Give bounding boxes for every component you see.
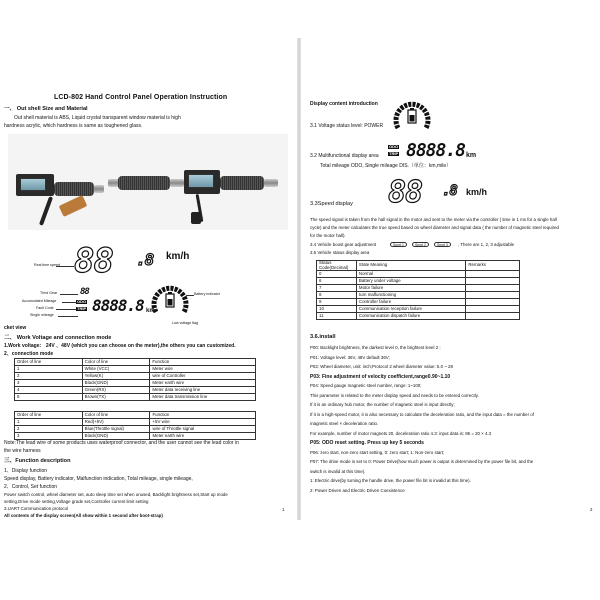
table-cell: Meter earth wire — [150, 380, 256, 387]
left-page — [0, 38, 296, 520]
grip-photo-3 — [220, 176, 264, 190]
table-cell: Meter data transmission line — [150, 394, 256, 401]
table-row — [15, 433, 256, 440]
install-line: switch is invalid at this time). — [310, 468, 366, 474]
section3-heading: 三、Function description — [4, 458, 71, 464]
table-row — [15, 394, 256, 401]
table-cell: Black(GND) — [82, 380, 150, 387]
item-3-4: 3.4 Vehicle boost gear adjustment — [310, 242, 377, 247]
table-row — [317, 313, 520, 320]
label-single-mileage: Single mileage — [30, 313, 54, 317]
section1-text2: hardness acrylic, which hardness is same as toughened glass. — [4, 123, 143, 129]
diagram-speed-decimal: .8 — [136, 250, 154, 269]
install-line: This parameter is related to the meter display speed and needs to be entered correctly. — [310, 392, 479, 398]
table-header-cell: Color of line — [82, 359, 150, 366]
table-cell: +5V wire — [150, 419, 256, 426]
section3-item-2: 2、Control, Set function — [4, 484, 58, 490]
table-cell: 11 — [317, 313, 357, 320]
table-cell: 4 — [15, 387, 83, 394]
install-line: If it is a high-speed motor, it is also necessary to calculate the deceleration ratio, and the input data = the number of — [310, 411, 534, 417]
bar-photo-2 — [170, 179, 184, 187]
lcd-window-photo-3 — [188, 174, 214, 188]
label-third-gear: Third Gear — [40, 291, 58, 295]
install-line: magnetic steel × deceleration ratio. — [310, 421, 379, 426]
install-line: P04: Speed gauge magnetic steel number, range: 1~100; — [310, 383, 422, 388]
pointer-line — [58, 316, 78, 317]
table-cell: wire of Throttle signal — [150, 426, 256, 433]
table-cell: Communication reception failure — [356, 306, 465, 313]
sport3-badge: Sport 3 — [434, 242, 451, 247]
wire-table-2 — [14, 411, 256, 440]
table-cell: 0 — [317, 271, 357, 278]
wire-table-1 — [14, 358, 256, 401]
speed-text-2: cycle) and the meter calculates the true speed based on wheel diameter and signal data ( the number of magnetic steel required — [310, 225, 559, 230]
table-row — [15, 387, 256, 394]
lcd-window-photo — [20, 178, 46, 191]
table-row — [317, 292, 520, 299]
table-cell: turn malfunctioning — [356, 292, 465, 299]
table-cell: 1 — [15, 419, 83, 426]
arc-gauge-icon — [150, 282, 190, 320]
table-cell: wire of Controller — [150, 373, 256, 380]
install-line: P00: Backlight brightness, the darkest level 0, the brightest level 2 ; — [310, 345, 441, 350]
table-cell: 10 — [317, 306, 357, 313]
diagram-mileage-unit: km — [146, 308, 155, 314]
table-cell: Black(GND) — [82, 433, 150, 440]
note-line-2: the wire harness — [4, 448, 41, 454]
table-cell: 2 — [15, 373, 83, 380]
speed-text-1: The speed signal is taken from the hall signal in the motor and sent to the meter via the controller ( time in 1 ms for a single hall — [310, 217, 557, 222]
table-row — [15, 366, 256, 373]
table-header-row — [15, 359, 256, 366]
item-3-2: 3.2 Multifunctional display area — [310, 153, 379, 159]
diagram-speed-digits: 88 — [74, 241, 113, 281]
table-header-cell: Remarks — [466, 261, 520, 271]
table-header-row — [15, 412, 256, 419]
table-cell: Controller failure — [356, 299, 465, 306]
section3-item-1: Speed display, Battery indicator, Malfunction indication, Total mileage, single mileage, — [4, 476, 193, 482]
diagram-mileage-digits: 8888.8 — [92, 296, 144, 315]
table-cell: 3 — [15, 380, 83, 387]
table-header-cell: State Meaning — [356, 261, 465, 271]
pointer-line — [56, 266, 74, 267]
table-cell — [466, 285, 520, 292]
right-page — [302, 38, 600, 520]
table-cell: Yellow(K) — [82, 373, 150, 380]
power-gauge-icon — [392, 98, 432, 134]
mileage-digits: 8888.8 — [406, 140, 466, 161]
item-3-3: 3.3Speed display — [310, 201, 353, 207]
table-row — [317, 306, 520, 313]
table-header-cell: Order of line — [15, 412, 83, 419]
table-row — [15, 380, 256, 387]
section3-item-6: All contents of the display screen(All show within 1 second after boot-strap) — [4, 513, 163, 518]
table-row — [317, 271, 520, 278]
table-header-cell: Function — [150, 412, 256, 419]
table-cell — [466, 271, 520, 278]
table-cell: Brown(TX) — [82, 394, 150, 401]
table-header-cell: Order of line — [15, 359, 83, 366]
install-line: For example, number of motor magnets 20, deceleration ratio 4.3: input data is: 86 = 20 × 4.3 — [310, 430, 492, 436]
section1-heading: 一、 Out shell Size and Material — [4, 106, 88, 112]
document-spread — [0, 38, 600, 520]
diagram-trip-tag: TRIP — [77, 306, 87, 311]
right-heading: Display content introduction — [310, 101, 378, 107]
install-line: P02: Wheel diameter, unit: inch;Protocol 2 wheel diameter value: 5.0 ~ 28 — [310, 364, 453, 369]
install-heading: 3.6.install — [310, 334, 336, 340]
status-table — [316, 260, 520, 320]
install-line: P03: Fine adjustment of velocity coefficient,range0.90~1.10 — [310, 373, 451, 380]
table-row — [317, 278, 520, 285]
trip-tag: TRIP — [389, 151, 399, 156]
table-cell — [466, 313, 520, 320]
pointer-line — [56, 309, 78, 310]
table-row — [317, 285, 520, 292]
table-cell: Meter wire — [150, 366, 256, 373]
speed-unit: km/h — [466, 187, 488, 197]
table-cell: 7 — [317, 285, 357, 292]
table-cell: Meter earth wire — [150, 433, 256, 440]
section3-item-5: 3.UART Communication protocol — [4, 506, 69, 511]
install-line: P05: ODO reset setting. Press up key 5 seconds — [310, 440, 424, 446]
table-row — [15, 373, 256, 380]
table-header-cell: Function — [150, 359, 256, 366]
table-cell: 2 — [15, 426, 83, 433]
table-cell: Communication dispatch failure — [356, 313, 465, 320]
bar-end-photo — [94, 185, 104, 193]
table-header-cell: Status Code(Decimal) — [317, 261, 357, 271]
table-cell: Green(RX) — [82, 387, 150, 394]
table-row — [15, 426, 256, 433]
section3-item-3: Power switch control, wheel diameter set, auto sleep time set when unused, Backlight brightness set,Start up mode — [4, 492, 228, 497]
table-cell: Motor failure — [356, 285, 465, 292]
section2-line1: 1.Work voltage： 24V 、48V (which you can choose on the meter),the others you can customized. — [4, 343, 236, 349]
table-cell: Meter data receiving line — [150, 387, 256, 394]
connector-photo-3 — [191, 212, 201, 224]
table-cell — [466, 299, 520, 306]
sport1-badge: Sport 1 — [390, 242, 407, 247]
pointer-line — [60, 294, 78, 295]
speed-digits: 88 — [388, 175, 423, 210]
table-cell: 3 — [15, 433, 83, 440]
table-cell — [466, 278, 520, 285]
table-cell: Normal — [356, 271, 465, 278]
section3-item-4: setting,Drive mode setting,Voltage grade set,Controller current limit setting — [4, 499, 149, 504]
table-row — [15, 419, 256, 426]
install-line: P01: Voltage level: 36V, 48V default 36V; — [310, 354, 390, 360]
pointer-line — [186, 295, 194, 296]
label-real-time-speed: Real time speed — [34, 263, 60, 267]
table-cell — [466, 306, 520, 313]
section2-line2: 2、connection mode — [4, 351, 54, 357]
install-line: P07: The drive mode is set to 0: Power Drive(how much power is output is determined by the power file bit, and the — [310, 459, 534, 464]
view-label: cket view — [4, 325, 27, 331]
speed-decimal: .8 — [442, 183, 457, 199]
document-title: LCD-802 Hand Control Panel Operation Instruction — [54, 94, 228, 101]
section1-text1: Out shell material is ABS, Liquid crystal transparent window material is high — [14, 115, 181, 121]
table-cell — [466, 292, 520, 299]
throttle-photo — [59, 195, 88, 217]
odo-tag: ODO — [389, 144, 399, 149]
mileage-caption: Total mileage ODO, Single mileage DIS.（单位：km,mile） — [320, 163, 452, 169]
bar-end-photo-3 — [264, 179, 278, 187]
diagram-gear-digits: 88 — [80, 287, 89, 297]
note-line-1: Note:The lead wire of some products uses waterproof connector, and the user cannot see the lead color in — [4, 440, 239, 446]
table-cell: Blue(Throttle signal) — [82, 426, 150, 433]
page-number-right: 2 — [590, 507, 593, 512]
table-cell: 8 — [317, 292, 357, 299]
table-header-cell: Color of line — [82, 412, 150, 419]
diagram-speed-unit: km/h — [166, 251, 190, 262]
speed-text-3: for the motor hall). — [310, 233, 346, 238]
table-cell: 6 — [317, 278, 357, 285]
table-cell: Battery under voltage — [356, 278, 465, 285]
item-3-1: 3.1 Voltage status level: POWER — [310, 123, 384, 129]
table-cell: Red(+5V) — [82, 419, 150, 426]
product-photos — [8, 134, 288, 230]
table-cell: 9 — [317, 299, 357, 306]
table-row — [317, 299, 520, 306]
label-battery-indicator: Battery indicator — [194, 292, 220, 296]
install-line: P06: zero start, non-zero start setting, 0: zero start; 1: Non-zero start; — [310, 449, 445, 455]
table-cell: White (VCC) — [82, 366, 150, 373]
install-line: 1: Electric drive(by turning the handle drive, the power file bit is invalid at this time). — [310, 478, 471, 483]
page-number-left: 1 — [282, 507, 285, 512]
label-low-voltage-flag: Low voltage flag — [172, 321, 198, 325]
label-fault-code: Fault Code — [36, 306, 54, 310]
install-line: If it is an ordinary hub motor, the number of magnetic steel is input directly; — [310, 402, 455, 407]
sport2-badge: Sport 2 — [412, 242, 429, 247]
label-accumulated-mileage: Accumulated Mileage — [22, 299, 57, 303]
mileage-unit: km — [466, 152, 477, 159]
section3-item-0: 1、Display function — [4, 468, 48, 474]
table-cell: 1 — [15, 366, 83, 373]
table-cell: 5 — [15, 394, 83, 401]
table-header-row — [317, 261, 520, 271]
section2-heading: 二、 Work Voltage and connection mode — [4, 335, 112, 341]
item-3-4-tail: , There are 1, 2, 3 adjustable — [458, 242, 515, 247]
install-line: 2: Power Driven and Electric Driven Coexistence — [310, 487, 405, 493]
grip-photo — [54, 182, 94, 196]
page-gutter — [297, 38, 301, 520]
item-3-5: 3.5 Vehicle status display area — [310, 250, 370, 255]
grip-photo-2 — [118, 176, 170, 190]
cable-photo — [39, 196, 53, 226]
diagram-odo-tag: ODO — [77, 299, 87, 304]
